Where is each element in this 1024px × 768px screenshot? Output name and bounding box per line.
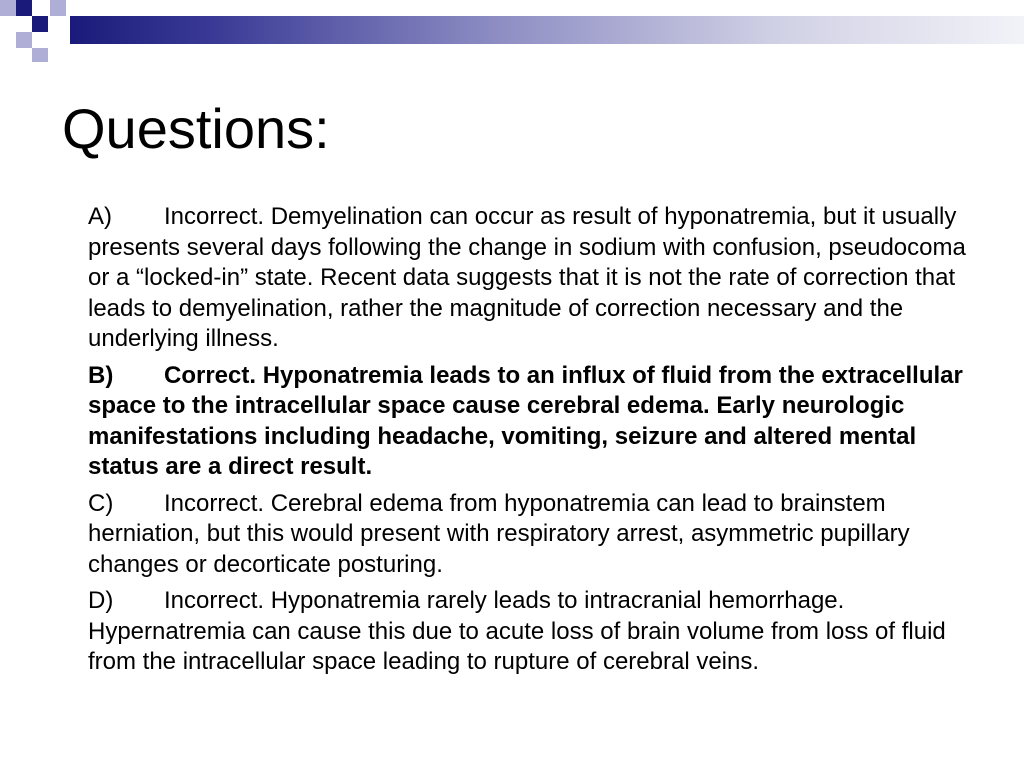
decorative-square xyxy=(0,0,16,16)
decorative-square xyxy=(16,32,32,48)
answer-item-d xyxy=(88,586,968,678)
answer-text: Incorrect. Demyelination can occur as result of hyponatremia, but it usually presents several days following the change in sodium with confusion, pseudocoma or a “locked-in” state. Recent data suggests that it is not the rate of correction that leads to demyelination, rather the magnitude of correction necessary and the underlying illness. xyxy=(88,203,966,352)
decorative-square xyxy=(50,0,66,16)
answer-text: Correct. Hyponatremia leads to an influx of fluid from the extracellular space to the intracellular space cause cerebral edema. Early neurologic manifestations including headache, vomiting, seizure and altered mental status are a direct result. xyxy=(88,361,963,480)
answer-item-b xyxy=(88,361,968,483)
slide-title: Questions: xyxy=(62,97,330,160)
answer-letter: B) xyxy=(88,361,114,389)
answer-letter: D) xyxy=(88,587,114,614)
header-gradient-bar xyxy=(70,16,1024,44)
answer-letter: C) xyxy=(88,489,114,517)
answer-list xyxy=(88,202,968,684)
answer-letter: A) xyxy=(88,203,112,230)
decorative-square xyxy=(32,16,48,32)
decorative-square xyxy=(16,0,32,16)
answer-item-a xyxy=(88,202,968,355)
answer-text: Incorrect. Hyponatremia rarely leads to intracranial hemorrhage. Hypernatremia can cause this due to acute loss of brain volume from loss of fluid from the intracellular space leading to rupture of cerebral veins. xyxy=(88,587,946,675)
answer-item-c xyxy=(88,489,968,581)
answer-text: Incorrect. Cerebral edema from hyponatremia can lead to brainstem herniation, but this would present with respiratory arrest, asymmetric pupillary changes or decorticate posturing. xyxy=(88,489,910,578)
decorative-square xyxy=(32,48,48,62)
